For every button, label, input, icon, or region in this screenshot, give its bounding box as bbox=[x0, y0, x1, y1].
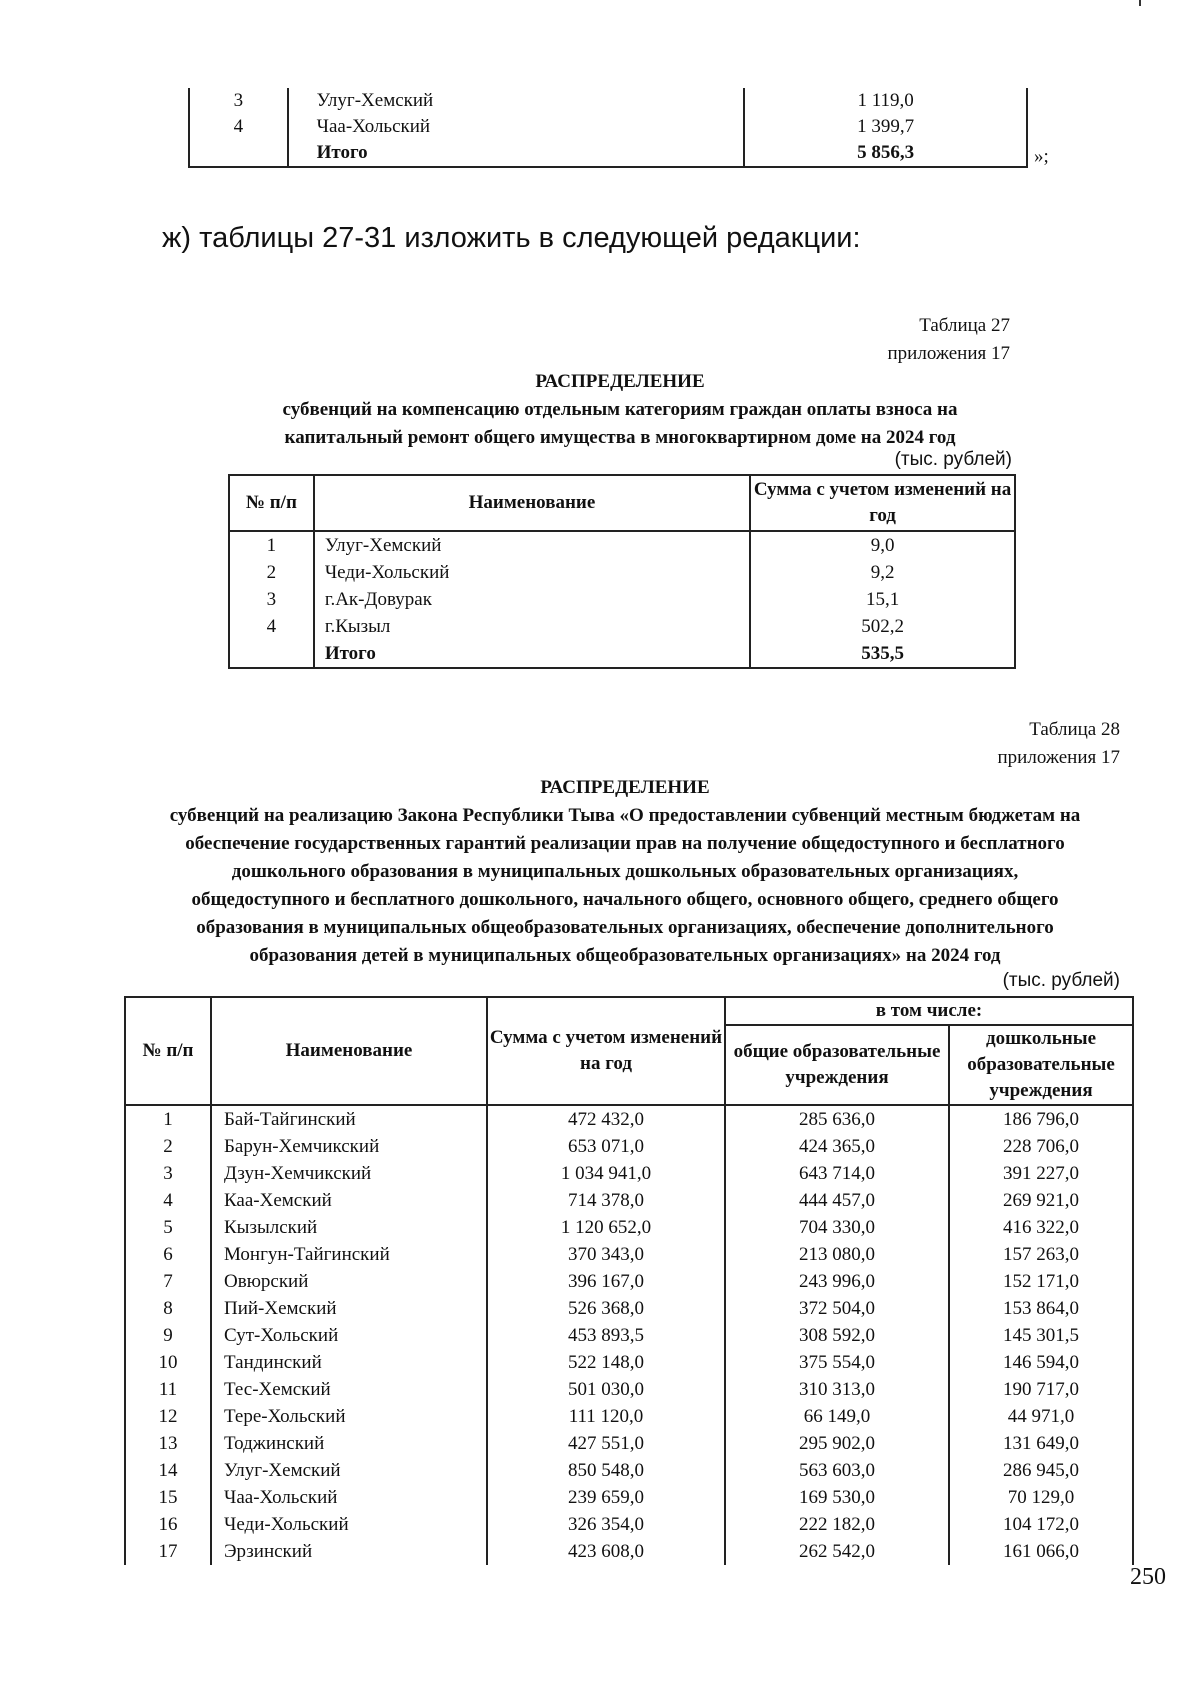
row-general: 643 714,0 bbox=[725, 1160, 949, 1187]
row-number: 9 bbox=[125, 1322, 211, 1349]
table-row bbox=[125, 1322, 1133, 1349]
table-row bbox=[125, 1268, 1133, 1295]
row-sum: 396 167,0 bbox=[487, 1268, 725, 1295]
row-sum: 1 034 941,0 bbox=[487, 1160, 725, 1187]
row-number: 2 bbox=[125, 1133, 211, 1160]
table-row bbox=[125, 1105, 1133, 1133]
table-row bbox=[125, 1538, 1133, 1565]
table28-units: (тыс. рублей) bbox=[1002, 970, 1120, 991]
row-number: 4 bbox=[189, 114, 288, 140]
header-sum: Сумма с учетом изменений на год bbox=[750, 475, 1015, 531]
table-row bbox=[229, 531, 1015, 559]
row-sum: 239 659,0 bbox=[487, 1484, 725, 1511]
row-number: 1 bbox=[125, 1105, 211, 1133]
row-preschool: 146 594,0 bbox=[949, 1349, 1133, 1376]
table27-subtitle-2: капитальный ремонт общего имущества в многоквартирном доме на 2024 год bbox=[284, 427, 956, 448]
row-general: 308 592,0 bbox=[725, 1322, 949, 1349]
row-number: 3 bbox=[229, 586, 314, 613]
table28-subtitle-2: обеспечение государственных гарантий реализации прав на получение общедоступного и бесплатного bbox=[185, 833, 1065, 854]
row-preschool: 391 227,0 bbox=[949, 1160, 1133, 1187]
row-general: 213 080,0 bbox=[725, 1241, 949, 1268]
row-preschool: 104 172,0 bbox=[949, 1511, 1133, 1538]
row-name: Улуг-Хемский bbox=[314, 531, 750, 559]
row-number: 3 bbox=[189, 88, 288, 114]
row-preschool: 153 864,0 bbox=[949, 1295, 1133, 1322]
header-including: в том числе: bbox=[725, 997, 1133, 1025]
row-number: 16 bbox=[125, 1511, 211, 1538]
table-row bbox=[125, 1160, 1133, 1187]
row-name: Чаа-Хольский bbox=[288, 114, 745, 140]
row-sum: 850 548,0 bbox=[487, 1457, 725, 1484]
table28-title: РАСПРЕДЕЛЕНИЕ bbox=[540, 777, 710, 798]
row-general: 424 365,0 bbox=[725, 1133, 949, 1160]
row-number: 6 bbox=[125, 1241, 211, 1268]
row-value: 1 399,7 bbox=[744, 114, 1027, 140]
row-general: 243 996,0 bbox=[725, 1268, 949, 1295]
total-row bbox=[189, 140, 1027, 167]
row-number: 13 bbox=[125, 1430, 211, 1457]
row-name: Монгун-Тайгинский bbox=[211, 1241, 487, 1268]
row-value: 9,2 bbox=[750, 559, 1015, 586]
row-sum: 714 378,0 bbox=[487, 1187, 725, 1214]
row-number: 12 bbox=[125, 1403, 211, 1430]
row-sum: 501 030,0 bbox=[487, 1376, 725, 1403]
table27-units: (тыс. рублей) bbox=[894, 449, 1012, 470]
row-name: Овюрский bbox=[211, 1268, 487, 1295]
row-general: 222 182,0 bbox=[725, 1511, 949, 1538]
header-num: № п/п bbox=[125, 997, 211, 1105]
row-name: г.Ак-Довурак bbox=[314, 586, 750, 613]
row-preschool: 70 129,0 bbox=[949, 1484, 1133, 1511]
table-row bbox=[125, 1214, 1133, 1241]
row-name: Пий-Хемский bbox=[211, 1295, 487, 1322]
table-row bbox=[125, 1430, 1133, 1457]
table-row bbox=[229, 613, 1015, 640]
table-row bbox=[125, 1349, 1133, 1376]
row-number: 17 bbox=[125, 1538, 211, 1565]
row-preschool: 416 322,0 bbox=[949, 1214, 1133, 1241]
row-preschool: 161 066,0 bbox=[949, 1538, 1133, 1565]
row-general: 285 636,0 bbox=[725, 1105, 949, 1133]
row-preschool: 131 649,0 bbox=[949, 1430, 1133, 1457]
row-general: 262 542,0 bbox=[725, 1538, 949, 1565]
row-sum: 326 354,0 bbox=[487, 1511, 725, 1538]
row-number: 3 bbox=[125, 1160, 211, 1187]
row-name: Улуг-Хемский bbox=[288, 88, 745, 114]
table-row bbox=[125, 1484, 1133, 1511]
row-name: Каа-Хемский bbox=[211, 1187, 487, 1214]
row-name: г.Кызыл bbox=[314, 613, 750, 640]
row-sum: 427 551,0 bbox=[487, 1430, 725, 1457]
row-preschool: 145 301,5 bbox=[949, 1322, 1133, 1349]
row-value: 1 119,0 bbox=[744, 88, 1027, 114]
row-number: 7 bbox=[125, 1268, 211, 1295]
table-row bbox=[229, 586, 1015, 613]
table28-body bbox=[125, 1105, 1133, 1565]
row-sum: 526 368,0 bbox=[487, 1295, 725, 1322]
table28 bbox=[124, 996, 1134, 1565]
row-name: Барун-Хемчикский bbox=[211, 1133, 487, 1160]
row-number: 2 bbox=[229, 559, 314, 586]
table28-subtitle-1: субвенций на реализацию Закона Республики Тыва «О предоставлении субвенций местным бюджетам на bbox=[169, 805, 1081, 826]
row-value: 9,0 bbox=[750, 531, 1015, 559]
row-number: 8 bbox=[125, 1295, 211, 1322]
row-name: Чеди-Хольский bbox=[314, 559, 750, 586]
row-general: 444 457,0 bbox=[725, 1187, 949, 1214]
row-preschool: 190 717,0 bbox=[949, 1376, 1133, 1403]
row-name: Чаа-Хольский bbox=[211, 1484, 487, 1511]
row-name: Тес-Хемский bbox=[211, 1376, 487, 1403]
table28-reference bbox=[860, 716, 1120, 772]
row-preschool: 157 263,0 bbox=[949, 1241, 1133, 1268]
row-sum: 423 608,0 bbox=[487, 1538, 725, 1565]
table27-title-block bbox=[240, 368, 1000, 452]
table27 bbox=[228, 474, 1016, 669]
row-number: 4 bbox=[125, 1187, 211, 1214]
table27-reference bbox=[760, 312, 1010, 368]
table27-ref-line2: приложения 17 bbox=[887, 343, 1010, 364]
row-number: 10 bbox=[125, 1349, 211, 1376]
table28-subtitle-4: общедоступного и бесплатного дошкольного, начального общего, основного общего, среднего общего bbox=[191, 889, 1059, 910]
row-name: Эрзинский bbox=[211, 1538, 487, 1565]
corner-mark bbox=[1139, 0, 1141, 6]
header-general: общие образовательные учреждения bbox=[725, 1025, 949, 1105]
table-row bbox=[125, 1133, 1133, 1160]
header-preschool: дошкольные образовательные учреждения bbox=[949, 1025, 1133, 1105]
row-sum: 370 343,0 bbox=[487, 1241, 725, 1268]
row-preschool: 228 706,0 bbox=[949, 1133, 1133, 1160]
total-label: Итого bbox=[288, 140, 745, 167]
total-label: Итого bbox=[314, 640, 750, 668]
row-name: Кызылский bbox=[211, 1214, 487, 1241]
row-preschool: 269 921,0 bbox=[949, 1187, 1133, 1214]
row-name: Тоджинский bbox=[211, 1430, 487, 1457]
table27-subtitle-1: субвенций на компенсацию отдельным категориям граждан оплаты взноса на bbox=[282, 399, 958, 420]
page-number: 250 bbox=[1130, 1564, 1166, 1590]
header-sum: Сумма с учетом изменений на год bbox=[487, 997, 725, 1105]
row-number: 14 bbox=[125, 1457, 211, 1484]
table28-ref-line1: Таблица 28 bbox=[1029, 719, 1120, 740]
row-name: Тере-Хольский bbox=[211, 1403, 487, 1430]
row-general: 704 330,0 bbox=[725, 1214, 949, 1241]
header-num: № п/п bbox=[229, 475, 314, 531]
table27-ref-line1: Таблица 27 bbox=[919, 315, 1010, 336]
row-sum: 472 432,0 bbox=[487, 1105, 725, 1133]
row-sum: 653 071,0 bbox=[487, 1133, 725, 1160]
row-name: Бай-Тайгинский bbox=[211, 1105, 487, 1133]
row-sum: 453 893,5 bbox=[487, 1322, 725, 1349]
table-row bbox=[189, 114, 1027, 140]
row-general: 66 149,0 bbox=[725, 1403, 949, 1430]
table-row bbox=[125, 1241, 1133, 1268]
table-row bbox=[125, 1403, 1133, 1430]
row-number: 5 bbox=[125, 1214, 211, 1241]
row-number: 4 bbox=[229, 613, 314, 640]
row-value: 502,2 bbox=[750, 613, 1015, 640]
table-row bbox=[125, 1295, 1133, 1322]
table-row bbox=[125, 1457, 1133, 1484]
previous-table bbox=[188, 88, 1028, 168]
row-sum: 522 148,0 bbox=[487, 1349, 725, 1376]
row-general: 372 504,0 bbox=[725, 1295, 949, 1322]
table-row bbox=[125, 1376, 1133, 1403]
table-row bbox=[125, 1511, 1133, 1538]
total-value: 5 856,3 bbox=[744, 140, 1027, 167]
row-sum: 1 120 652,0 bbox=[487, 1214, 725, 1241]
instruction-text: ж) таблицы 27-31 изложить в следующей редакции: bbox=[162, 222, 861, 254]
row-general: 563 603,0 bbox=[725, 1457, 949, 1484]
table27-title: РАСПРЕДЕЛЕНИЕ bbox=[535, 371, 705, 392]
table28-title-block bbox=[120, 774, 1130, 970]
row-number: 15 bbox=[125, 1484, 211, 1511]
row-general: 375 554,0 bbox=[725, 1349, 949, 1376]
row-preschool: 152 171,0 bbox=[949, 1268, 1133, 1295]
row-name: Дзун-Хемчикский bbox=[211, 1160, 487, 1187]
total-value: 535,5 bbox=[750, 640, 1015, 668]
table28-header-row-1 bbox=[125, 997, 1133, 1025]
row-number: 1 bbox=[229, 531, 314, 559]
header-name: Наименование bbox=[314, 475, 750, 531]
total-row bbox=[229, 640, 1015, 668]
table28-subtitle-5: образования в муниципальных общеобразовательных организациях, обеспечение дополнительного bbox=[196, 917, 1054, 938]
table28-subtitle-6: образования детей в муниципальных общеобразовательных организациях» на 2024 год bbox=[249, 945, 1001, 966]
row-general: 310 313,0 bbox=[725, 1376, 949, 1403]
row-sum: 111 120,0 bbox=[487, 1403, 725, 1430]
row-preschool: 44 971,0 bbox=[949, 1403, 1133, 1430]
row-name: Тандинский bbox=[211, 1349, 487, 1376]
closing-quote: »; bbox=[1034, 146, 1049, 167]
table28-subtitle-3: дошкольного образования в муниципальных дошкольных образовательных организациях, bbox=[231, 861, 1019, 882]
table28-ref-line2: приложения 17 bbox=[997, 747, 1120, 768]
table-row bbox=[229, 559, 1015, 586]
row-name: Улуг-Хемский bbox=[211, 1457, 487, 1484]
row-name: Чеди-Хольский bbox=[211, 1511, 487, 1538]
row-name: Сут-Хольский bbox=[211, 1322, 487, 1349]
table-row bbox=[125, 1187, 1133, 1214]
row-preschool: 286 945,0 bbox=[949, 1457, 1133, 1484]
table-row bbox=[189, 88, 1027, 114]
row-general: 295 902,0 bbox=[725, 1430, 949, 1457]
header-name: Наименование bbox=[211, 997, 487, 1105]
row-number: 11 bbox=[125, 1376, 211, 1403]
row-preschool: 186 796,0 bbox=[949, 1105, 1133, 1133]
table27-header-row bbox=[229, 475, 1015, 531]
row-general: 169 530,0 bbox=[725, 1484, 949, 1511]
row-value: 15,1 bbox=[750, 586, 1015, 613]
